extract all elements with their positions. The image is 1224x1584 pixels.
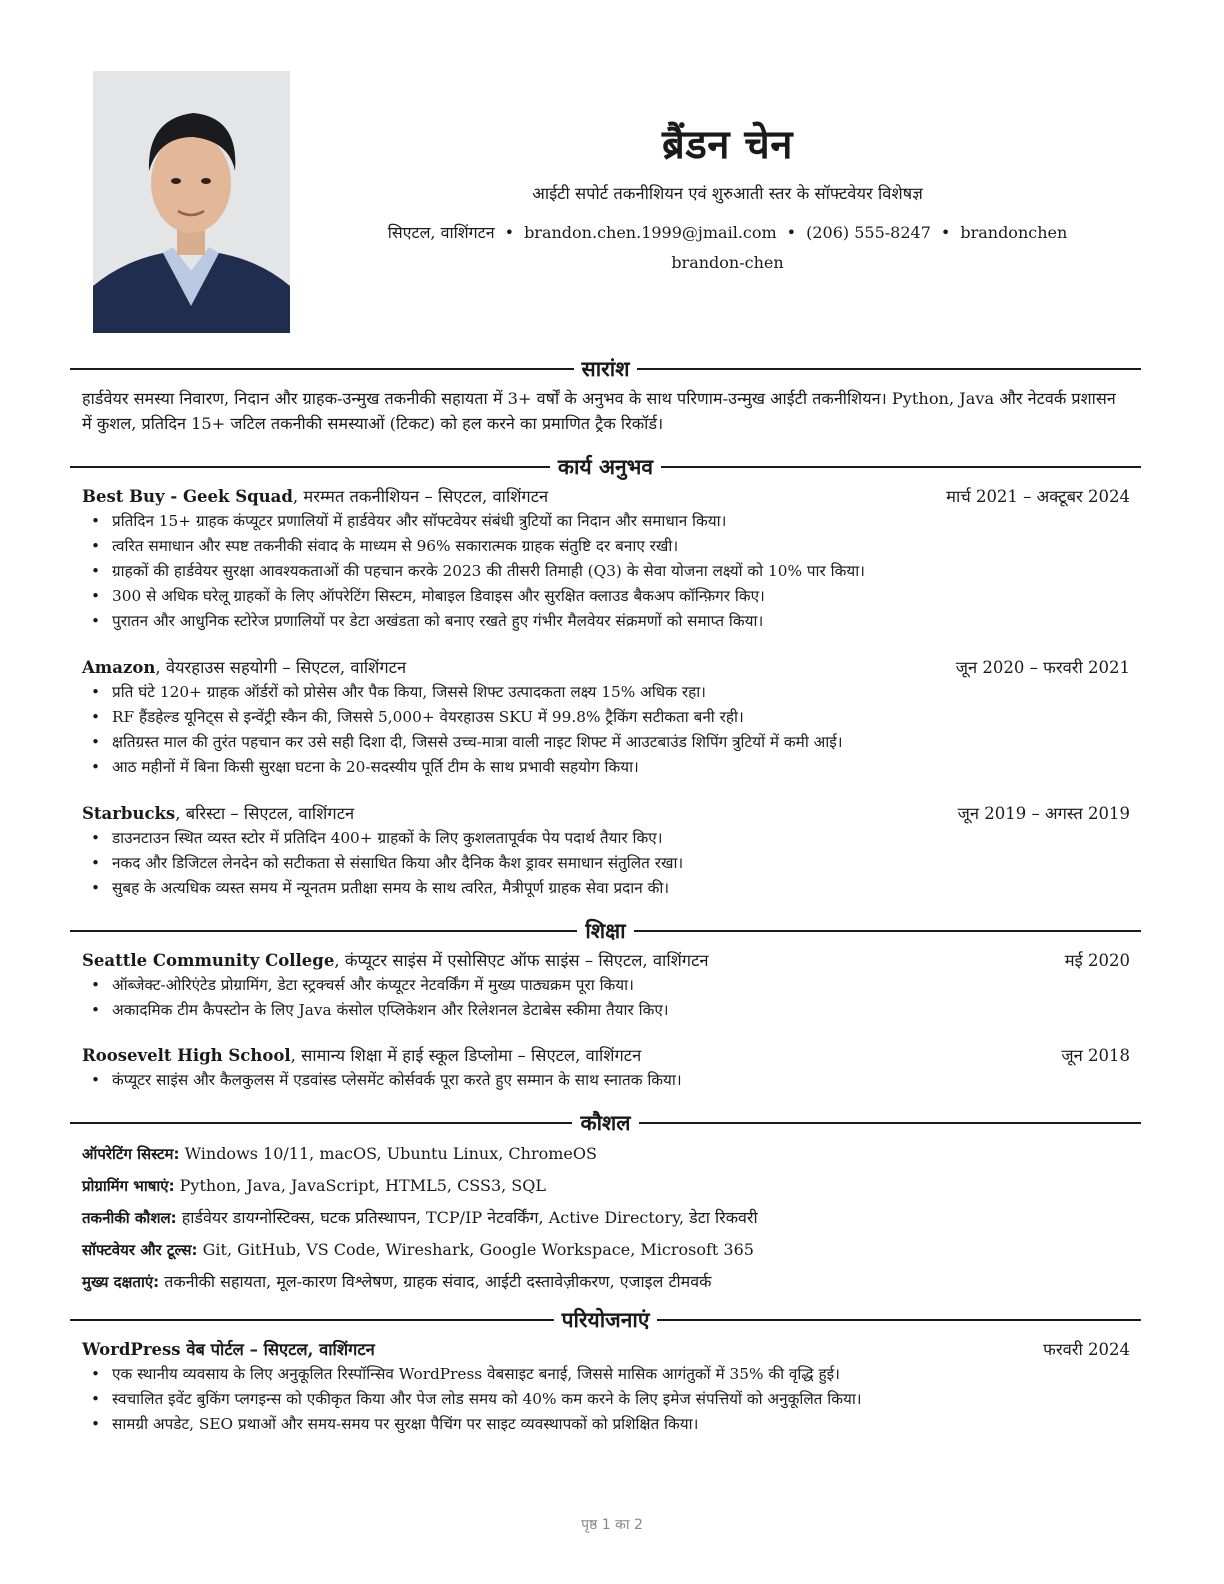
skill-row [82,1202,1130,1234]
job-header [82,484,1130,509]
contact-line [330,218,1125,278]
profile-photo [93,71,290,333]
project-dates: फरवरी 2024 [1043,1340,1130,1359]
job-bullets [82,826,1130,901]
job-header [82,801,1130,826]
candidate-tagline: आईटी सपोर्ट तकनीशियन एवं शुरुआती स्तर के सॉफ्टवेयर विशेषज्ञ [532,184,923,203]
section-heading-skills: कौशल [70,1108,1141,1138]
bullet-item: • नकद और डिजिटल लेनदेन को सटीकता से संसाधित किया और दैनिक कैश ड्रावर समाधान संतुलित रखा। [82,851,1130,876]
job-entry [82,801,1130,901]
separator-dot: • [940,223,951,242]
project-entry [82,1337,1130,1437]
job-role: , बरिस्टा – सिएटल, वाशिंगटन [175,804,355,823]
section-heading-summary: सारांश [70,354,1141,384]
skill-value: Windows 10/11, macOS, Ubuntu Linux, ChromeOS [179,1144,597,1163]
job-employer: Amazon [82,658,156,677]
skill-label: मुख्य दक्षताएं: [82,1273,160,1291]
bullet-item: • डाउनटाउन स्थित व्यस्त स्टोर में प्रतिदिन 400+ ग्राहकों के लिए कुशलतापूर्वक पेय पदार्थ तैयार किए। [82,826,1130,851]
skill-row [82,1234,1130,1266]
skill-value: तकनीकी सहायता, मूल-कारण विश्लेषण, ग्राहक संवाद, आईटी दस्तावेज़ीकरण, एजाइल टीमवर्क [159,1272,712,1291]
contact-linkedin[interactable]: brandon-chen [671,253,784,272]
bullet-item: • आठ महीनों में बिना किसी सुरक्षा घटना के 20-सदस्यीय पूर्ति टीम के साथ प्रभावी सहयोग किया। [82,755,1130,780]
job-entry [82,655,1130,780]
skills-list [82,1138,1130,1298]
skill-value: Python, Java, JavaScript, HTML5, CSS3, SQL [174,1176,546,1195]
education-entry [82,948,1130,1023]
education-dates: जून 2018 [1061,1046,1130,1065]
job-role: , मरम्मत तकनीशियन – सिएटल, वाशिंगटन [292,487,549,506]
skill-value: हार्डवेयर डायग्नोस्टिक्स, घटक प्रतिस्थापन, TCP/IP नेटवर्किंग, Active Directory, डेटा रिकवरी [176,1208,758,1227]
bullet-item: • प्रति घंटे 120+ ग्राहक ऑर्डरों को प्रोसेस और पैक किया, जिससे शिफ्ट उत्पादकता लक्ष्य 15% अधिक रहा। [82,680,1130,705]
bullet-item: • ऑब्जेक्ट-ओरिएंटेड प्रोग्रामिंग, डेटा स्ट्रक्चर्स और कंप्यूटर नेटवर्किंग में मुख्य पाठ्यक्रम पूरा किया। [82,973,1130,998]
job-employer: Best Buy - Geek Squad [82,487,293,506]
bullet-item: • सुबह के अत्यधिक व्यस्त समय में न्यूनतम प्रतीक्षा समय के साथ त्वरित, मैत्रीपूर्ण ग्राहक सेवा प्रदान की। [82,876,1130,901]
education-entry [82,1043,1130,1093]
job-dates: जून 2019 – अगस्त 2019 [957,804,1130,823]
job-dates: जून 2020 – फरवरी 2021 [955,658,1130,677]
education-header [82,1043,1130,1068]
job-bullets [82,680,1130,780]
separator-dot: • [786,223,797,242]
contact-location: सिएटल, वाशिंगटन [387,223,495,242]
job-header [82,655,1130,680]
project-title: WordPress वेब पोर्टल – सिएटल, वाशिंगटन [82,1340,375,1359]
education-bullets [82,973,1130,1023]
job-role: , वेयरहाउस सहयोगी – सिएटल, वाशिंगटन [155,658,407,677]
project-bullets [82,1362,1130,1437]
bullet-item: • ग्राहकों की हार्डवेयर सुरक्षा आवश्यकताओं की पहचान करके 2023 की तीसरी तिमाही (Q3) के सेवा योजना लक्ष्यों को 10% पार किया। [82,559,1130,584]
school-name: Roosevelt High School [82,1046,291,1065]
bullet-item: • अकादमिक टीम कैपस्टोन के लिए Java कंसोल एप्लिकेशन और रिलेशनल डेटाबेस स्कीमा तैयार किए। [82,998,1130,1023]
page-number: पृष्ठ 1 का 2 [581,1517,643,1533]
job-dates: मार्च 2021 – अक्टूबर 2024 [946,487,1130,506]
bullet-item: • एक स्थानीय व्यवसाय के लिए अनुकूलित रिस्पॉन्सिव WordPress वेबसाइट बनाई, जिससे मासिक आगंतुकों में 35% की वृद्धि हुई। [82,1362,1130,1387]
skill-label: सॉफ्टवेयर और टूल्स: [82,1241,198,1259]
skill-label: प्रोग्रामिंग भाषाएं: [82,1177,175,1195]
school-name: Seattle Community College [82,951,335,970]
bullet-item: • RF हैंडहेल्ड यूनिट्स से इन्वेंट्री स्कैन की, जिससे 5,000+ वेयरहाउस SKU में 99.8% ट्रैकिंग सटीकता बनी रही। [82,705,1130,730]
contact-github[interactable]: brandonchen [960,223,1068,242]
section-heading-education: शिक्षा [70,916,1141,946]
degree: , सामान्य शिक्षा में हाई स्कूल डिप्लोमा – सिएटल, वाशिंगटन [290,1046,642,1065]
contact-phone[interactable]: (206) 555-8247 [806,223,931,242]
education-dates: मई 2020 [1064,951,1130,970]
bullet-item: • प्रतिदिन 15+ ग्राहक कंप्यूटर प्रणालियों में हार्डवेयर और सॉफ्टवेयर संबंधी त्रुटियों का निदान और समाधान किया। [82,509,1130,534]
resume-header [330,118,1125,278]
skill-row [82,1138,1130,1170]
education-header [82,948,1130,973]
skill-row [82,1170,1130,1202]
job-employer: Starbucks [82,804,176,823]
skill-value: Git, GitHub, VS Code, Wireshark, Google Workspace, Microsoft 365 [197,1240,754,1259]
skill-label: ऑपरेटिंग सिस्टम: [82,1145,180,1163]
bullet-item: • पुरातन और आधुनिक स्टोरेज प्रणालियों पर डेटा अखंडता को बनाए रखते हुए गंभीर मैलवेयर संक्रमणों को समाप्त किया। [82,609,1130,634]
bullet-item: • क्षतिग्रस्त माल की तुरंत पहचान कर उसे सही दिशा दी, जिससे उच्च-मात्रा वाली नाइट शिफ्ट में आउटबाउंड शिपिंग त्रुटियों में कमी आई। [82,730,1130,755]
bullet-item: • त्वरित समाधान और स्पष्ट तकनीकी संवाद के माध्यम से 96% सकारात्मक ग्राहक संतुष्टि दर बनाए रखी। [82,534,1130,559]
section-heading-projects: परियोजनाएं [70,1305,1141,1335]
separator-dot: • [504,223,515,242]
summary-text: हार्डवेयर समस्या निवारण, निदान और ग्राहक-उन्मुख तकनीकी सहायता में 3+ वर्षों के अनुभव के साथ परिणाम-उन्मुख आईटी तकनीशियन। Python, Java और नेटवर्क प्रशासन में कुशल, प्रतिदिन 15+ जटिल तकनीकी समस्याओं (टिकट) को हल करने का प्रमाणित ट्रैक रिकॉर्ड। [82,389,1116,433]
job-bullets [82,509,1130,634]
section-heading-experience: कार्य अनुभव [70,452,1141,482]
bullet-item: • कंप्यूटर साइंस और कैलकुलस में एडवांस्ड प्लेसमेंट कोर्सवर्क पूरा करते हुए सम्मान के साथ स्नातक किया। [82,1068,1130,1093]
contact-email[interactable]: brandon.chen.1999@jmail.com [524,223,777,242]
bullet-item: • सामग्री अपडेट, SEO प्रथाओं और समय-समय पर सुरक्षा पैचिंग पर साइट व्यवस्थापकों को प्रशिक्षित किया। [82,1412,1130,1437]
skill-row [82,1266,1130,1298]
bullet-item: • 300 से अधिक घरेलू ग्राहकों के लिए ऑपरेटिंग सिस्टम, मोबाइल डिवाइस और सुरक्षित क्लाउड बैकअप कॉन्फ़िगर किए। [82,584,1130,609]
project-header [82,1337,1130,1362]
job-entry [82,484,1130,634]
skill-label: तकनीकी कौशल: [82,1209,177,1227]
education-bullets [82,1068,1130,1093]
candidate-name: ब्रैंडन चेन [662,122,793,168]
degree: , कंप्यूटर साइंस में एसोसिएट ऑफ साइंस – सिएटल, वाशिंगटन [334,951,709,970]
bullet-item: • स्वचालित इवेंट बुकिंग प्लगइन्स को एकीकृत किया और पेज लोड समय को 40% कम करने के लिए इमेज संपत्तियों को अनुकूलित किया। [82,1387,1130,1412]
